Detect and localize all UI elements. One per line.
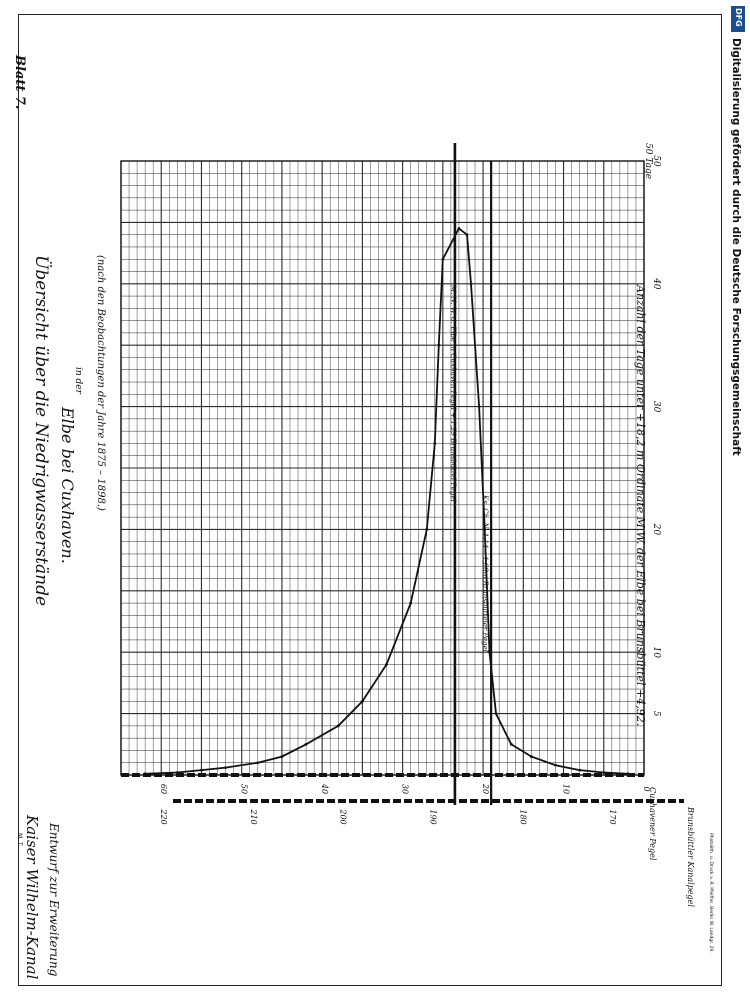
x-axis-label: Anzahl der Tage unter +18,2 m Ordinate M.W. der Elbe bei Brunsbüttel +4,92.	[634, 285, 647, 727]
chart-title: Übersicht über die Niedrigwasserstände	[31, 255, 51, 607]
data-point	[433, 442, 436, 445]
days-tick-label: 5	[651, 710, 661, 717]
data-point	[200, 769, 203, 772]
dfg-logo: DFG	[731, 6, 745, 32]
corner-label: M. T.	[16, 833, 23, 847]
right-scale-label: Brunsbüttler Kanalpegel	[686, 807, 695, 907]
x-axis-unit: 50 Tage	[643, 143, 653, 180]
data-point	[627, 772, 630, 775]
reference-lines	[455, 143, 491, 805]
project-title: Kaiser Wilhelm-Kanal	[23, 815, 41, 980]
data-point	[224, 766, 227, 769]
days-tick-label: 20	[651, 523, 661, 536]
data-point	[144, 772, 147, 775]
days-tick-label: 10	[651, 646, 661, 658]
data-point	[361, 700, 364, 703]
data-point	[554, 764, 557, 767]
data-point	[176, 771, 179, 774]
plan-sheet	[12, 14, 722, 986]
printer-credit: Photolith. u. Druck v. R. Pfeiffer, Berlin W. Landgr. 29.	[708, 833, 713, 953]
brunsbuettel-tick-label: 210	[248, 809, 258, 825]
data-point	[495, 712, 498, 715]
data-point	[510, 743, 513, 746]
brunsbuettel-tick-label: 190	[428, 809, 438, 825]
chart-area	[19, 15, 723, 987]
data-point	[425, 528, 428, 531]
cuxhaven-tick-label: 0	[642, 786, 651, 792]
data-point	[256, 761, 259, 764]
data-point	[602, 771, 605, 774]
cuxhaven-tick-label: 10	[561, 783, 571, 795]
page-label: Blatt 7.	[12, 55, 27, 110]
brunsbuettel-tick-label: 200	[338, 809, 348, 825]
brunsbuettel-tick-label: 170	[608, 809, 618, 825]
brunsbuettel-tick-label: 220	[159, 809, 168, 825]
watermark: Digitalisierung gefördert durch die Deutsche Forschungsgemeinschaft	[730, 38, 742, 456]
grid	[121, 161, 644, 775]
reference-line-b-label: Ks. Ch. N. 1,14 – 1,08m Brunsbütteler Pegel	[481, 495, 489, 652]
chart-title-location: Elbe bei Cuxhaven.	[58, 407, 77, 564]
data-point	[530, 755, 533, 758]
data-point	[337, 724, 340, 727]
chart-title-prefix: in der	[73, 367, 83, 394]
data-point	[281, 755, 284, 758]
data-point	[466, 233, 469, 236]
data-point	[385, 663, 388, 666]
left-scale-label: Cuxhavener Pegel	[648, 787, 657, 861]
days-tick-label: 30	[651, 400, 661, 413]
cuxhaven-tick-label: 50	[239, 783, 249, 795]
data-point	[437, 344, 440, 347]
data-point	[441, 258, 444, 261]
cuxhaven-tick-label: 30	[400, 783, 410, 795]
chart-title-source: (nach den Beobachtungen der Jahre 1875 – 1898.)	[95, 255, 106, 511]
data-point	[470, 282, 473, 285]
cuxhaven-tick-label: 20	[481, 783, 491, 795]
days-tick-label: 50	[651, 155, 661, 167]
data-point	[478, 405, 481, 408]
brunsbuettel-tick-label: 180	[518, 809, 528, 825]
project-subtitle: Entwurf zur Erweiterung	[47, 823, 61, 977]
reference-line-a-label: M. N. W. d. Elbe in Cuxhaven Pegel + 1,29 Brunsbüttel Pegel	[449, 285, 457, 502]
data-point	[458, 227, 461, 230]
data-point	[578, 769, 581, 772]
cuxhaven-tick-label: 40	[320, 783, 330, 795]
cuxhaven-tick-label: 60	[159, 783, 169, 795]
data-point	[409, 602, 412, 605]
days-tick-label: 40	[651, 278, 661, 290]
data-point	[305, 743, 308, 746]
